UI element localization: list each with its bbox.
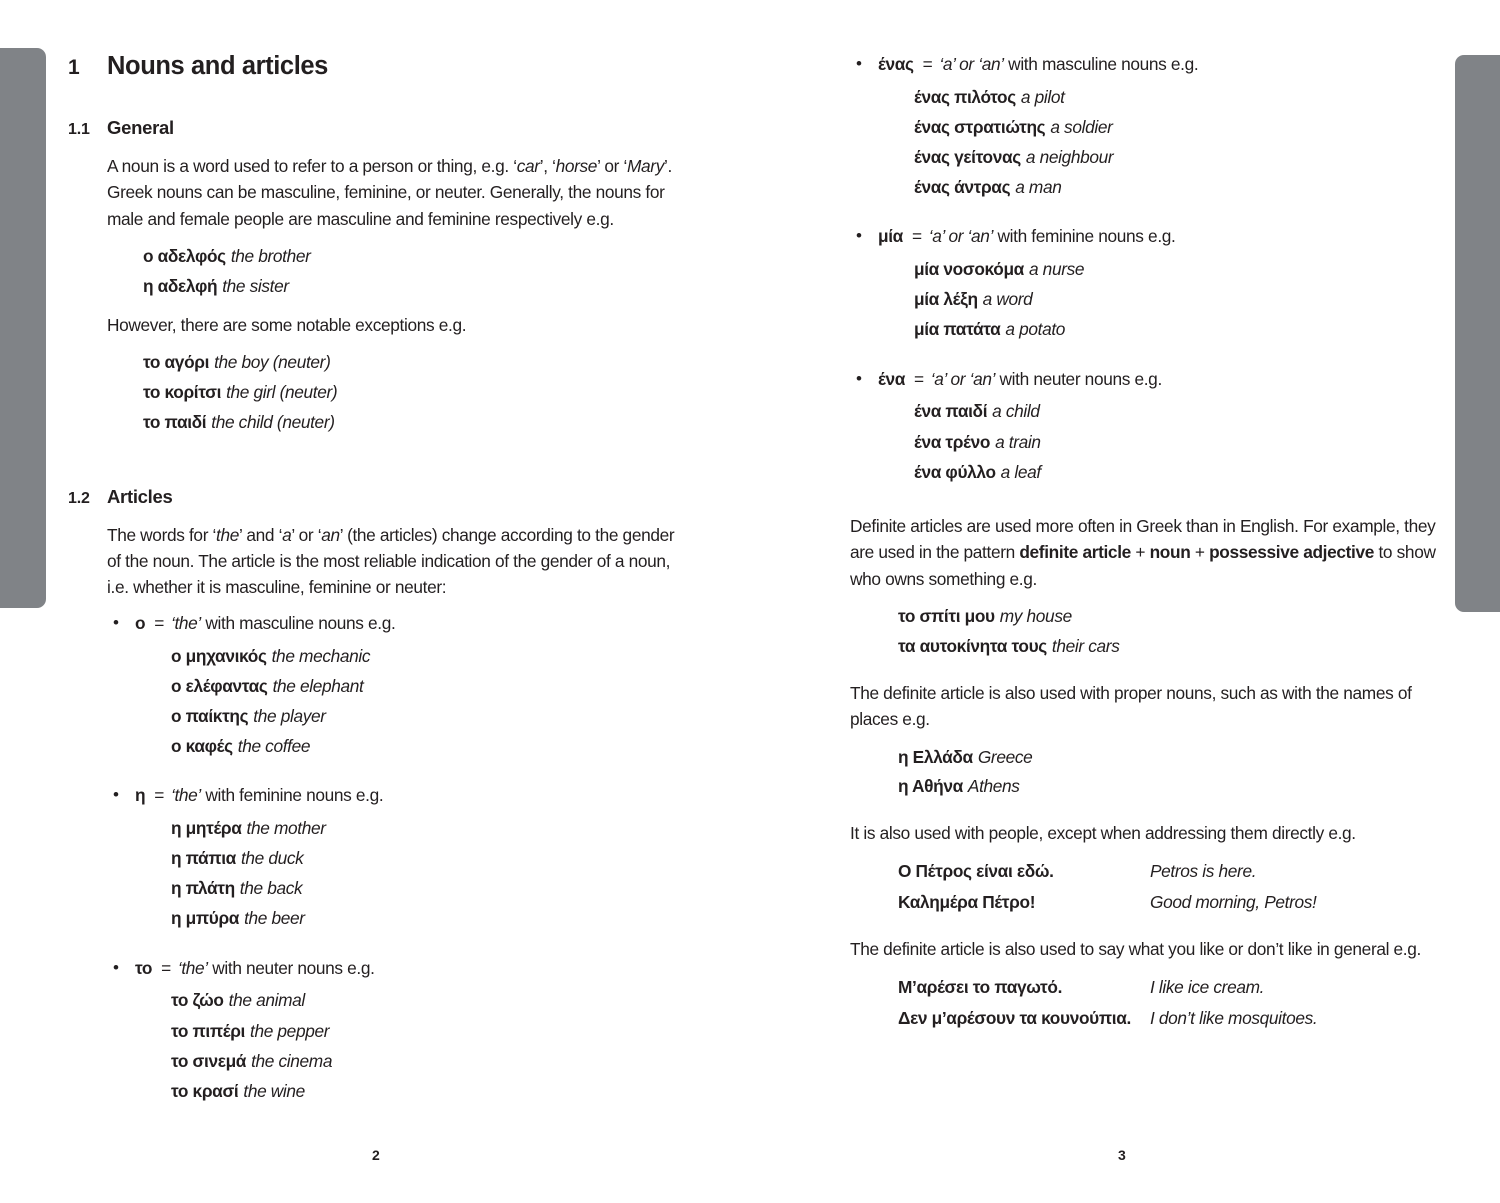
list-item bbox=[68, 956, 688, 1106]
articles-intro-paragraph bbox=[68, 522, 688, 601]
example-english: the player bbox=[253, 706, 326, 727]
example-english: Good morning, Petros! bbox=[1150, 892, 1317, 913]
articles-text-2: ’ and ‘ bbox=[239, 524, 283, 545]
list-item bbox=[68, 611, 688, 761]
example-item bbox=[143, 378, 688, 408]
example-greek: ένα τρένο bbox=[914, 431, 991, 452]
example-english: a soldier bbox=[1050, 117, 1113, 138]
example-item bbox=[914, 112, 1450, 142]
equals-sign: = bbox=[161, 957, 171, 978]
example-word-horse: horse bbox=[555, 156, 598, 176]
equals-sign: = bbox=[913, 368, 924, 389]
example-english: the pepper bbox=[250, 1020, 330, 1041]
example-greek: μία νοσοκόμα bbox=[914, 259, 1024, 280]
section-number: 1.2 bbox=[68, 489, 90, 507]
article-form: ένας bbox=[878, 54, 914, 74]
example-item bbox=[171, 903, 688, 933]
example-english: the beer bbox=[244, 908, 305, 929]
article-form: ένα bbox=[878, 368, 905, 389]
example-word-car: car bbox=[516, 156, 540, 176]
example-english: the mother bbox=[246, 818, 326, 839]
section-number: 1.1 bbox=[68, 121, 90, 138]
section-heading-general bbox=[68, 117, 688, 139]
example-english: the coffee bbox=[237, 736, 311, 757]
example-item bbox=[171, 701, 688, 731]
example-item bbox=[914, 284, 1450, 314]
example-english: a leaf bbox=[1000, 461, 1041, 482]
example-english: the back bbox=[239, 878, 303, 899]
bullet-heading bbox=[107, 783, 688, 809]
section-heading-articles bbox=[68, 486, 688, 508]
example-word-mary: Mary bbox=[626, 156, 664, 176]
example-greek: το ζώο bbox=[171, 990, 224, 1011]
example-greek: η μητέρα bbox=[171, 818, 242, 839]
article-word-a: a bbox=[282, 524, 292, 545]
example-item bbox=[143, 272, 688, 302]
definite-text-1: Definite articles are used more often in Greek than in English. For example, they are used in the pattern bbox=[850, 515, 1436, 563]
example-greek: ένας πιλότος bbox=[914, 86, 1016, 107]
example-english: the animal bbox=[228, 990, 305, 1011]
example-english: the wine bbox=[243, 1080, 305, 1101]
intro-text-4: ’. Greek nouns can be masculine, feminine, or neuter. Generally, the nouns for male and female people are masculine and feminine respectively e.g. bbox=[107, 156, 672, 229]
article-gloss: ‘a’ or ‘an’ bbox=[939, 54, 1004, 74]
example-item bbox=[143, 348, 688, 378]
example-english: a word bbox=[982, 289, 1033, 310]
example-english: their cars bbox=[1051, 635, 1120, 656]
example-english: the elephant bbox=[272, 675, 364, 696]
example-greek: Μ’αρέσει το παγωτό. bbox=[898, 977, 1063, 998]
page-right bbox=[760, 0, 1500, 1203]
article-word-an: an bbox=[321, 524, 340, 545]
example-english: the mechanic bbox=[271, 645, 371, 666]
example-greek: ένα παιδί bbox=[914, 401, 988, 422]
bullet-description: with feminine nouns e.g. bbox=[993, 226, 1176, 247]
intro-text-1: A noun is a word used to refer to a person or thing, e.g. ‘ bbox=[107, 156, 517, 176]
example-item bbox=[143, 408, 688, 438]
example-greek: το σπίτι μου bbox=[898, 606, 995, 627]
bullet-heading bbox=[107, 956, 688, 982]
bullet-description: with masculine nouns e.g. bbox=[200, 612, 396, 633]
example-greek: τα αυτοκίνητα τους bbox=[898, 635, 1047, 656]
page-left-content bbox=[68, 52, 688, 1106]
bullet-examples bbox=[850, 252, 1450, 344]
example-greek: το κορίτσι bbox=[143, 382, 222, 403]
list-item bbox=[850, 224, 1450, 344]
example-item bbox=[898, 887, 1450, 918]
definite-text-3: + bbox=[1190, 542, 1210, 563]
example-greek: το κρασί bbox=[171, 1080, 239, 1101]
bullet-examples bbox=[107, 983, 688, 1105]
list-item bbox=[68, 783, 688, 933]
equals-sign: = bbox=[922, 54, 933, 74]
bullet-heading bbox=[850, 224, 1450, 250]
pattern-possessive-adjective: possessive adjective bbox=[1209, 542, 1375, 563]
article-gloss: ‘the’ bbox=[170, 612, 201, 633]
example-english: the girl (neuter) bbox=[226, 382, 338, 403]
example-greek: ο παίκτης bbox=[171, 706, 249, 727]
example-item bbox=[914, 427, 1450, 457]
examples-people-sentences bbox=[850, 856, 1450, 918]
example-item bbox=[898, 743, 1450, 773]
example-item bbox=[898, 1003, 1450, 1034]
example-item bbox=[171, 985, 688, 1015]
example-english: a pilot bbox=[1020, 86, 1065, 107]
example-greek: η μπύρα bbox=[171, 908, 240, 929]
example-item bbox=[898, 632, 1450, 662]
example-english: Greece bbox=[977, 746, 1033, 767]
example-english: I don’t like mosquitoes. bbox=[1150, 1008, 1318, 1029]
list-item bbox=[850, 367, 1450, 487]
example-item bbox=[171, 843, 688, 873]
definite-article-bullet-list bbox=[68, 611, 688, 1106]
bullet-heading bbox=[850, 367, 1450, 393]
example-item bbox=[914, 396, 1450, 426]
example-item bbox=[171, 1046, 688, 1076]
example-greek: μία λέξη bbox=[914, 289, 978, 310]
example-greek: η Αθήνα bbox=[898, 776, 963, 797]
intro-text-3: ’ or ‘ bbox=[597, 156, 627, 176]
example-greek: η Ελλάδα bbox=[898, 746, 973, 767]
example-greek: Δεν μ’αρέσουν τα κουνούπια. bbox=[898, 1008, 1131, 1029]
example-greek: ο ελέφαντας bbox=[171, 675, 268, 696]
example-item bbox=[914, 172, 1450, 202]
bullet-examples bbox=[107, 639, 688, 761]
intro-text-2: ’, ‘ bbox=[539, 156, 556, 176]
example-english: the duck bbox=[240, 848, 304, 869]
example-english: my house bbox=[999, 606, 1072, 627]
chapter-title: Nouns and articles bbox=[107, 52, 328, 80]
examples-place-names bbox=[850, 743, 1450, 803]
section-title: Articles bbox=[107, 485, 173, 507]
articles-text-3: ’ or ‘ bbox=[291, 524, 322, 545]
definite-text-2: + bbox=[1130, 542, 1150, 563]
example-english: a neighbour bbox=[1025, 147, 1114, 168]
example-english: a train bbox=[995, 431, 1041, 452]
example-item bbox=[898, 772, 1450, 802]
article-form: ο bbox=[135, 612, 146, 633]
example-english: I like ice cream. bbox=[1150, 977, 1265, 998]
equals-sign: = bbox=[911, 226, 922, 247]
example-greek: ο αδελφός bbox=[143, 246, 226, 267]
example-english: Petros is here. bbox=[1150, 861, 1257, 882]
article-word-the: the bbox=[216, 524, 240, 545]
example-english: the boy (neuter) bbox=[214, 352, 331, 373]
bullet-heading bbox=[107, 611, 688, 637]
bullet-description: with neuter nouns e.g. bbox=[207, 957, 375, 978]
likes-paragraph: The definite article is also used to say what you like or don’t like in general e.g. bbox=[850, 939, 1421, 960]
example-english: the sister bbox=[222, 276, 289, 297]
articles-text-1: The words for ‘ bbox=[107, 524, 217, 545]
proper-nouns-paragraph: The definite article is also used with proper nouns, such as with the names of places e.g. bbox=[850, 682, 1412, 730]
example-greek: το σινεμά bbox=[171, 1050, 247, 1071]
page-number-left: 2 bbox=[372, 1147, 380, 1163]
examples-likes-sentences bbox=[850, 972, 1450, 1034]
article-gloss: ‘a’ or ‘an’ bbox=[928, 226, 994, 247]
example-english: a man bbox=[1015, 177, 1062, 198]
example-greek: Καλημέρα Πέτρο! bbox=[898, 892, 1036, 913]
example-greek: ο μηχανικός bbox=[171, 645, 267, 666]
article-form: μία bbox=[878, 226, 903, 247]
examples-neuter-exceptions bbox=[68, 348, 688, 437]
bullet-examples bbox=[107, 811, 688, 933]
example-item bbox=[914, 254, 1450, 284]
example-greek: η αδελφή bbox=[143, 276, 218, 297]
example-english: a potato bbox=[1005, 319, 1066, 340]
example-item bbox=[171, 731, 688, 761]
chapter-number: 1 bbox=[68, 56, 80, 79]
example-item bbox=[898, 856, 1450, 887]
article-gloss: ‘a’ or ‘an’ bbox=[930, 368, 996, 389]
bullet-examples bbox=[850, 394, 1450, 486]
example-greek: μία πατάτα bbox=[914, 319, 1001, 340]
article-gloss: ‘the’ bbox=[177, 957, 208, 978]
example-item bbox=[914, 457, 1450, 487]
example-item bbox=[171, 671, 688, 701]
chapter-heading bbox=[68, 52, 688, 81]
article-form: το bbox=[135, 957, 153, 978]
exceptions-paragraph: However, there are some notable exceptions e.g. bbox=[107, 314, 467, 335]
example-greek: ένα φύλλο bbox=[914, 461, 996, 482]
articles-text-4: ’ (the articles) change according to the gender of the noun. The article is the most reliable indication of the gender of a noun, i.e. whether it is masculine, feminine or neuter: bbox=[107, 524, 675, 598]
section-title: General bbox=[107, 117, 174, 138]
examples-possessive bbox=[850, 602, 1450, 662]
article-form: η bbox=[135, 785, 146, 806]
example-greek: το παιδί bbox=[143, 411, 207, 432]
definite-articles-paragraph bbox=[850, 513, 1450, 592]
definite-text-4: to show who owns something e.g. bbox=[850, 542, 1436, 589]
list-item bbox=[850, 52, 1450, 202]
example-item bbox=[171, 873, 688, 903]
article-gloss: ‘the’ bbox=[170, 785, 201, 806]
example-item bbox=[171, 1076, 688, 1106]
examples-sibling-nouns bbox=[68, 242, 688, 302]
bullet-description: with neuter nouns e.g. bbox=[995, 368, 1162, 389]
example-item bbox=[143, 242, 688, 272]
bullet-description: with feminine nouns e.g. bbox=[200, 785, 384, 806]
example-greek: το αγόρι bbox=[143, 352, 210, 373]
general-intro-paragraph bbox=[68, 153, 688, 232]
example-item bbox=[171, 1016, 688, 1046]
pattern-noun: noun bbox=[1149, 542, 1191, 563]
example-english: Athens bbox=[967, 776, 1020, 797]
example-greek: η πάπια bbox=[171, 848, 236, 869]
example-item bbox=[171, 813, 688, 843]
example-greek: ένας στρατιώτης bbox=[914, 117, 1046, 138]
example-greek: η πλάτη bbox=[171, 878, 235, 899]
example-greek: ένας γείτονας bbox=[914, 147, 1021, 168]
page-number-right: 3 bbox=[1118, 1147, 1126, 1163]
example-english: the brother bbox=[230, 246, 311, 267]
equals-sign: = bbox=[154, 612, 164, 633]
bullet-description: with masculine nouns e.g. bbox=[1003, 54, 1199, 74]
example-item bbox=[898, 972, 1450, 1003]
example-english: the cinema bbox=[251, 1050, 333, 1071]
indefinite-article-bullet-list bbox=[850, 52, 1450, 487]
example-english: a child bbox=[992, 401, 1040, 422]
people-paragraph: It is also used with people, except when addressing them directly e.g. bbox=[850, 823, 1356, 844]
page-right-content bbox=[850, 52, 1450, 1034]
bullet-examples bbox=[850, 80, 1450, 202]
example-item bbox=[914, 314, 1450, 344]
example-english: a nurse bbox=[1028, 259, 1085, 280]
example-item bbox=[171, 641, 688, 671]
example-greek: ο καφές bbox=[171, 736, 233, 757]
equals-sign: = bbox=[154, 785, 164, 806]
example-english: the child (neuter) bbox=[211, 411, 335, 432]
bullet-heading bbox=[850, 52, 1450, 78]
example-item bbox=[914, 142, 1450, 172]
example-item bbox=[898, 602, 1450, 632]
example-greek: ένας άντρας bbox=[914, 177, 1011, 198]
pattern-definite-article: definite article bbox=[1019, 542, 1131, 563]
example-item bbox=[914, 82, 1450, 112]
example-greek: το πιπέρι bbox=[171, 1020, 245, 1041]
example-greek: Ο Πέτρος είναι εδώ. bbox=[898, 861, 1054, 882]
